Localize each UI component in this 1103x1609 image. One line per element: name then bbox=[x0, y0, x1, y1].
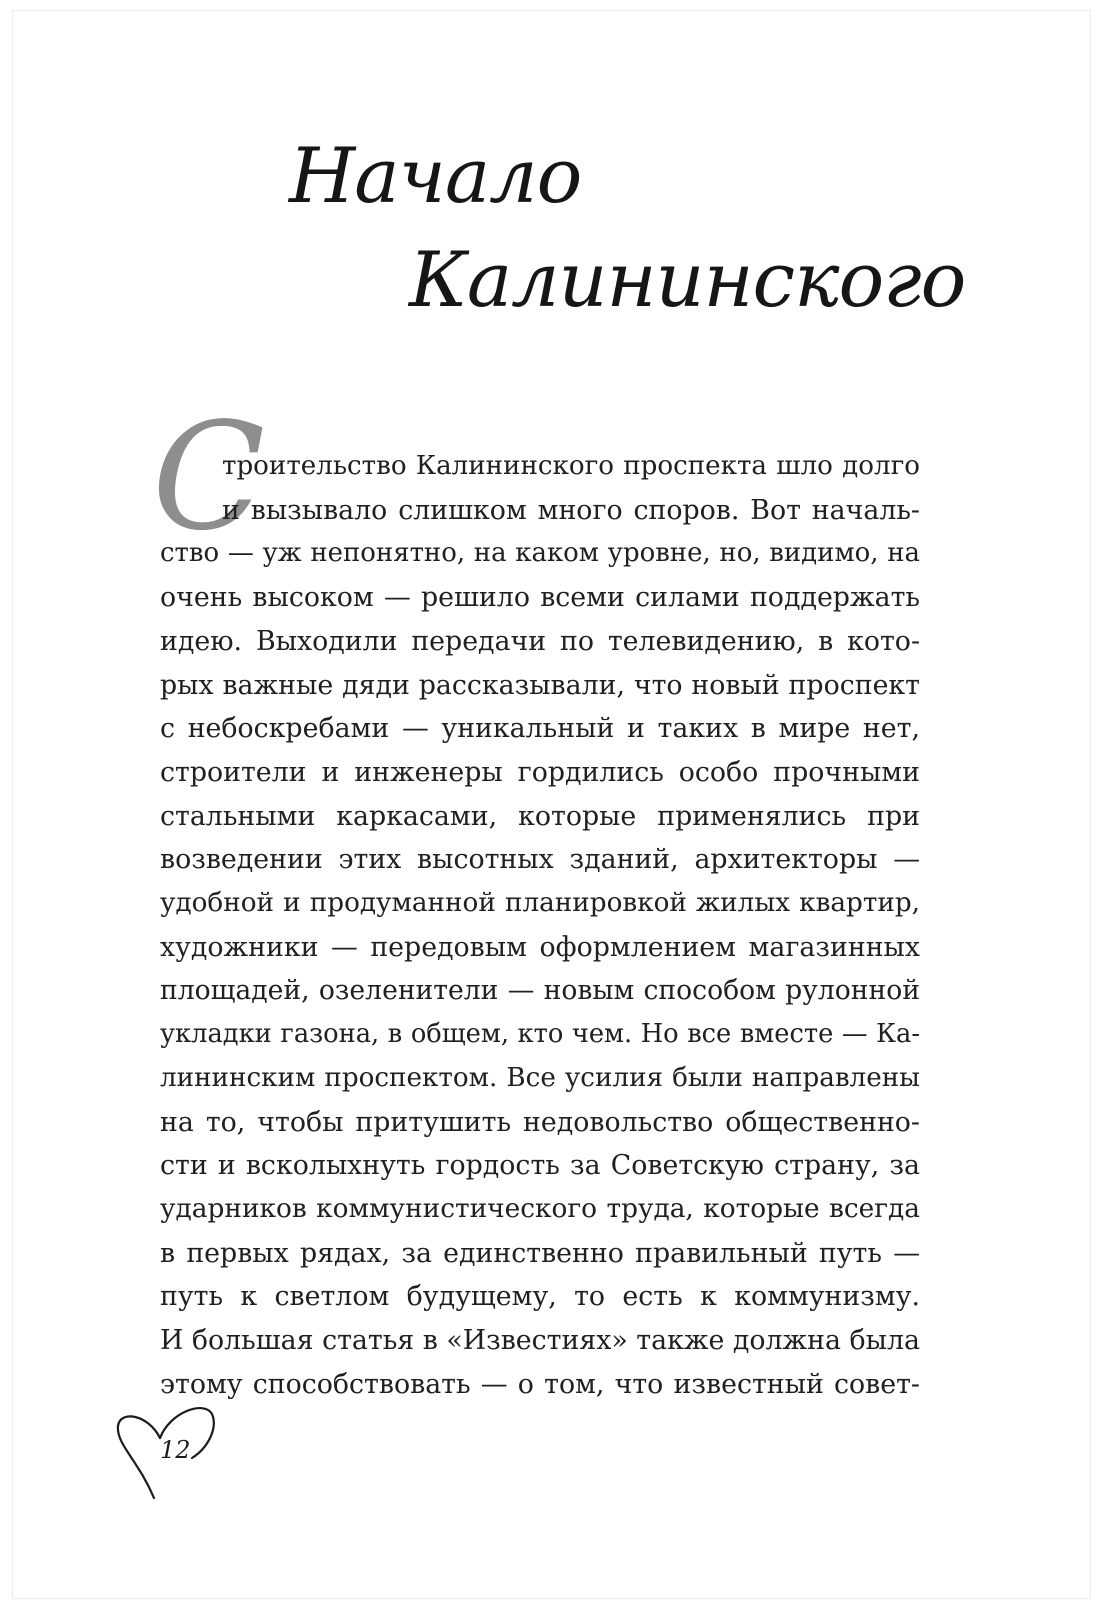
body-line: художники — передовым оформлением магазинных bbox=[160, 931, 920, 963]
body-line: ство — уж непонятно, на каком уровне, но, видимо, на bbox=[160, 538, 920, 569]
body-line: возведении этих высотных зданий, архитекторы — bbox=[160, 844, 920, 876]
body-line: и вызывало слишком много споров. Вот началь- bbox=[222, 494, 920, 526]
body-line: путь к светлом будущему, то есть к коммунизму. bbox=[160, 1281, 920, 1313]
chapter-title-line-2: Калининского bbox=[409, 235, 966, 324]
body-line: на то, чтобы притушить недовольство общественно- bbox=[160, 1106, 920, 1138]
body-line: в первых рядах, за единственно правильный путь — bbox=[160, 1237, 920, 1269]
body-line: рых важные дяди рассказывали, что новый проспект bbox=[160, 669, 920, 701]
page-number: 12 bbox=[160, 1436, 191, 1464]
body-line: идею. Выходили передачи по телевидению, в кото- bbox=[160, 625, 920, 657]
body-line: удобной и продуманной планировкой жилых квартир, bbox=[160, 888, 920, 919]
chapter-title-line-1: Начало bbox=[289, 131, 582, 220]
body-line: очень высоком — решило всеми силами поддержать bbox=[160, 582, 920, 614]
body-line: площадей, озеленители — новым способом рулонной bbox=[160, 975, 920, 1007]
page-folio bbox=[112, 1398, 222, 1502]
body-line: этому способствовать — о том, что известный совет- bbox=[160, 1368, 920, 1400]
body-line: строители и инженеры гордились особо прочными bbox=[160, 756, 920, 788]
body-line: лининским проспектом. Все усилия были направлены bbox=[160, 1062, 920, 1093]
body-line: укладки газона, в общем, кто чем. Но все вместе — Ка- bbox=[160, 1019, 920, 1050]
body-line: И большая статья в «Известиях» также должна была bbox=[160, 1325, 920, 1357]
body-line: ударников коммунистического труда, которые всегда bbox=[160, 1193, 920, 1224]
body-line: с небоскребами — уникальный и таких в мире нет, bbox=[160, 713, 920, 745]
drop-cap: С bbox=[152, 391, 266, 563]
body-line: троительство Калининского проспекта шло долго bbox=[222, 451, 920, 481]
body-line: стальными каркасами, которые применялись при bbox=[160, 800, 920, 832]
body-line: сти и всколыхнуть гордость за Советскую страну, за bbox=[160, 1150, 920, 1182]
body-paragraph bbox=[160, 445, 920, 1406]
